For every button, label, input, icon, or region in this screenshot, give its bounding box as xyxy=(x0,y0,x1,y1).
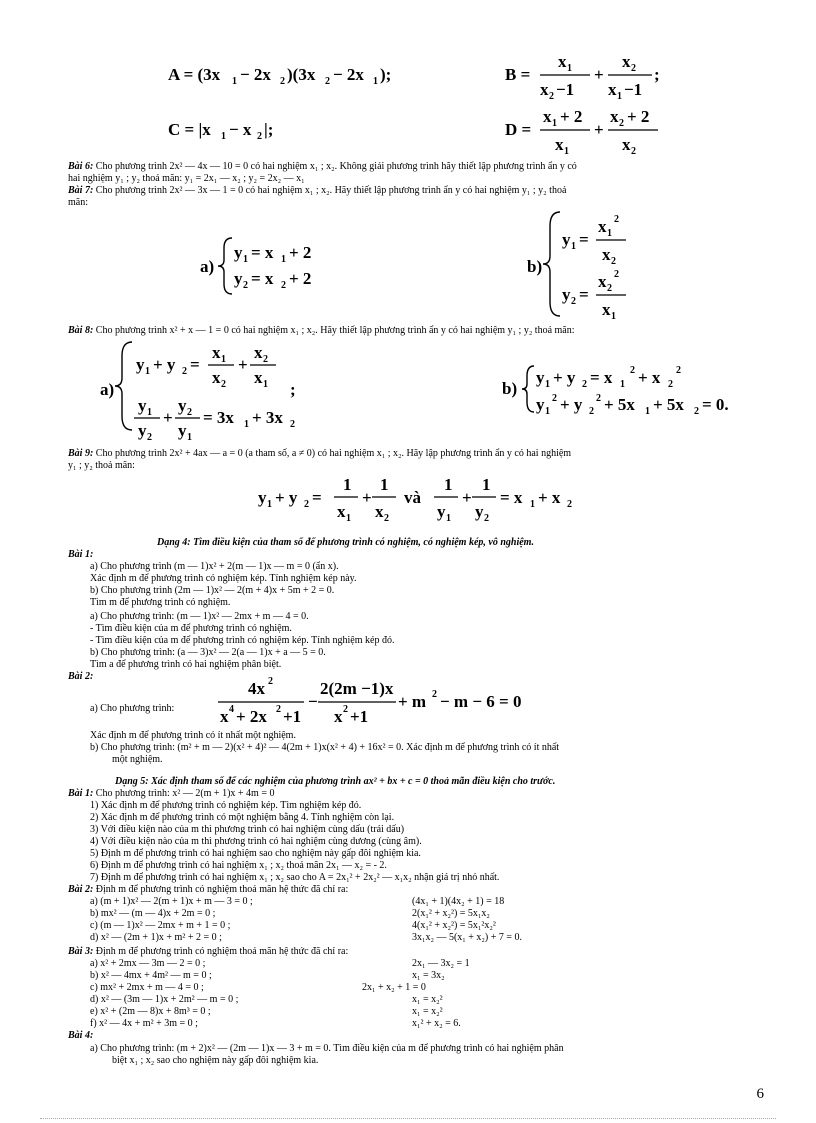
dang5-bai1-line xyxy=(68,788,274,799)
svg-text:2: 2 xyxy=(676,365,681,376)
svg-text:+1: +1 xyxy=(283,707,302,726)
svg-text:+ 2x: + 2x xyxy=(236,707,267,726)
svg-text:2: 2 xyxy=(276,704,281,715)
svg-text:x: x xyxy=(540,80,549,99)
dang5-bai3-line xyxy=(68,946,348,957)
dang4-line: b) Cho phương trình: (a — 3)x² — 2(a — 1)x + a — 5 = 0. xyxy=(90,647,326,658)
dang5-bai3-eq: f) x² — 4x + m² + 3m = 0 ; xyxy=(90,1018,198,1029)
svg-text:1: 1 xyxy=(244,419,249,430)
dang5-bai2-eq: d) x² — (2m + 1)x + m² + 2 = 0 ; xyxy=(90,932,222,943)
dang4-bai1-label: Bài 1: xyxy=(68,549,94,560)
dang4-bai2-line: b) Cho phương trình: (m² + m — 2)(x² + 4)² — 4(2m + 1)x(x² + 4) + 16x² = 0. Xác định m để phương trình có ít nhất xyxy=(90,742,560,753)
dang5-bai4-line: a) Cho phương trình: (m + 2)x² — (2m — 1)x — 3 + m = 0. Tìm điều kiện của m để phương trình có hai nghiệm phân xyxy=(90,1043,564,1054)
svg-text:1: 1 xyxy=(617,91,622,102)
svg-text:4: 4 xyxy=(229,704,234,715)
svg-text:1: 1 xyxy=(147,407,152,418)
svg-text:+ 5x: + 5x xyxy=(604,395,635,414)
bai6-text2: hai nghiệm y₁ ; y₂ thoả mãn: y₁ = 2x₁ — x₂ ; y₂ = 2x₂ — x₁ xyxy=(68,173,305,184)
svg-text:2: 2 xyxy=(221,379,226,390)
svg-text:1: 1 xyxy=(530,499,535,510)
svg-text:2: 2 xyxy=(631,63,636,74)
formula-d xyxy=(505,107,658,157)
svg-text:− x: − x xyxy=(229,120,252,139)
svg-text:2: 2 xyxy=(549,91,554,102)
svg-text:− 2x: − 2x xyxy=(240,65,271,84)
svg-text:+ 2: + 2 xyxy=(289,243,312,262)
svg-text:= x: = x xyxy=(500,488,523,507)
svg-text:2: 2 xyxy=(631,146,636,157)
svg-text:y: y xyxy=(178,396,187,415)
dang5-heading: Dạng 5: Xác định tham số để các nghiệm của phương trình ax² + bx + c = 0 thoả mãn điều kiện cho trước. xyxy=(115,776,556,787)
dang4-line: Xác định m để phương trình có nghiệm kép. Tính nghiệm kép này. xyxy=(90,573,357,584)
footer-divider xyxy=(40,1118,776,1119)
dang5-bai3-cond: x₁ = 3x₂ xyxy=(412,970,445,981)
svg-text:+ m: + m xyxy=(398,692,427,711)
formula-a xyxy=(168,65,391,87)
dang5-bai1-item: 6) Định m để phương trình có hai nghiệm x₁ ; x₂ thoả mãn 2x₁ — x₂ = - 2. xyxy=(90,860,387,871)
svg-text:+ y: + y xyxy=(153,355,176,374)
svg-text:1: 1 xyxy=(620,379,625,390)
svg-text:1: 1 xyxy=(343,475,352,494)
svg-text:+: + xyxy=(362,488,372,507)
svg-text:x: x xyxy=(608,80,617,99)
svg-text:+ y: + y xyxy=(275,488,298,507)
dang5-bai1-intro: Cho phương trình: x² — 2(m + 1)x + 4m = 0 xyxy=(95,788,275,799)
dang5-bai2-cond: (4x₁ + 1)(4x₂ + 1) = 18 xyxy=(412,896,505,907)
dang5-bai1-item: 4) Với điều kiện nào của m thì phương trình có hai nghiệm cùng dương (cùng âm). xyxy=(90,836,422,847)
svg-text:2: 2 xyxy=(263,354,268,365)
svg-text:+ 2: + 2 xyxy=(289,269,312,288)
svg-text:+: + xyxy=(238,355,248,374)
svg-text:1: 1 xyxy=(281,254,286,265)
svg-text:1: 1 xyxy=(607,228,612,239)
dang4-line: a) Cho phương trình (m — 1)x² + 2(m — 1)x — m = 0 (ẩn x). xyxy=(90,561,339,572)
svg-text:2: 2 xyxy=(281,280,286,291)
svg-text:2: 2 xyxy=(589,406,594,417)
svg-text:x: x xyxy=(212,368,221,387)
svg-text:−1: −1 xyxy=(624,80,643,99)
svg-text:2: 2 xyxy=(187,407,192,418)
svg-text:+: + xyxy=(462,488,472,507)
svg-text:1: 1 xyxy=(267,499,272,510)
svg-text:2: 2 xyxy=(268,676,273,687)
formula-b xyxy=(505,52,660,102)
svg-text:+ y: + y xyxy=(560,395,583,414)
dang5-bai3-eq: c) mx² + 2mx + m — 4 = 0 ; xyxy=(90,982,204,993)
svg-text:B =: B = xyxy=(505,65,531,84)
dang5-bai2-cond: 3x₁x₂ — 5(x₁ + x₂) + 7 = 0. xyxy=(412,932,523,943)
dang5-bai2-intro: Định m để phương trình có nghiệm thoả mãn hệ thức đã chỉ ra: xyxy=(95,884,349,895)
dang4-heading: Dạng 4: Tìm điều kiện của tham số để phương trình có nghiệm, có nghiệm kép, vô nghiệm. xyxy=(157,537,534,548)
bai7-line1 xyxy=(68,185,566,196)
svg-text:− m − 6 = 0: − m − 6 = 0 xyxy=(440,692,522,711)
dang5-bai2-line xyxy=(68,884,348,895)
svg-text:+: + xyxy=(163,408,173,427)
svg-text:x: x xyxy=(602,245,611,264)
svg-text:2: 2 xyxy=(280,76,285,87)
bai7-text1: Cho phương trình 2x² — 3x — 1 = 0 có hai nghiệm x₁ ; x₂. Hãy thiết lập phương trình ẩn y có hai nghiệm y₁ ; y₂ thoả xyxy=(95,185,567,196)
svg-text:2: 2 xyxy=(582,379,587,390)
dang5-bai2-cond: 2(x₁² + x₂²) = 5x₁x₂ xyxy=(412,908,490,919)
svg-text:=: = xyxy=(579,230,589,249)
svg-text:+: + xyxy=(594,120,604,139)
svg-text:1: 1 xyxy=(545,379,550,390)
svg-text:2: 2 xyxy=(304,499,309,510)
dang4-bai2-formula xyxy=(218,676,521,726)
svg-text:− 2x: − 2x xyxy=(333,65,364,84)
dang5-bai3-cond: 2x₁ + x₂ + 1 = 0 xyxy=(362,982,426,993)
svg-text:1: 1 xyxy=(567,63,572,74)
svg-text:2: 2 xyxy=(147,432,152,443)
dang5-bai3-eq: a) x² + 2mx — 3m — 2 = 0 ; xyxy=(90,958,206,969)
bai9-formula xyxy=(258,475,572,524)
svg-text:y: y xyxy=(234,269,243,288)
svg-text:1: 1 xyxy=(346,513,351,524)
bai8-system-a xyxy=(100,342,296,443)
svg-text:1: 1 xyxy=(446,513,451,524)
svg-text:;: ; xyxy=(654,65,660,84)
dang5-bai3-cond: 2x₁ — 3x₂ = 1 xyxy=(412,958,470,969)
dang4-bai2-line: Xác định m để phương trình có ít nhất một nghiệm. xyxy=(90,730,296,741)
dang5-bai2-label: Bài 2: xyxy=(68,884,94,895)
svg-text:x: x xyxy=(337,502,346,521)
dang4-line: a) Cho phương trình: (m — 1)x² — 2mx + m — 4 = 0. xyxy=(90,611,309,622)
svg-text:b): b) xyxy=(527,257,543,276)
svg-text:1: 1 xyxy=(645,406,650,417)
svg-text:2: 2 xyxy=(552,393,557,404)
svg-text:1: 1 xyxy=(232,76,237,87)
svg-text:2: 2 xyxy=(384,513,389,524)
svg-text:x: x xyxy=(543,107,552,126)
svg-text:+1: +1 xyxy=(350,707,369,726)
svg-text:2: 2 xyxy=(571,296,576,307)
svg-text:x: x xyxy=(375,502,384,521)
bai6-text1: Cho phương trình 2x² — 4x — 10 = 0 có hai nghiệm x₁ ; x₂. Không giải phương trình hãy thiết lập phương trình ẩn y có xyxy=(95,161,577,172)
svg-text:x: x xyxy=(558,52,567,71)
svg-text:C = |x: C = |x xyxy=(168,120,211,139)
bai8-system-b xyxy=(502,365,729,417)
svg-text:2: 2 xyxy=(290,419,295,430)
svg-text:D =: D = xyxy=(505,120,532,139)
svg-text:x: x xyxy=(555,135,564,154)
dang4-line: - Tìm điều kiện của m để phương trình có nghiệm. xyxy=(90,623,292,634)
svg-text:+: + xyxy=(594,65,604,84)
dang5-bai3-cond: x₁² + x₂ = 6. xyxy=(412,1018,461,1029)
svg-text:2: 2 xyxy=(607,283,612,294)
svg-text:x: x xyxy=(254,368,263,387)
svg-text:2: 2 xyxy=(257,131,262,142)
dang5-bai4-line: biệt x₁ ; x₂ sao cho nghiệm này gấp đôi nghiệm kia. xyxy=(112,1055,319,1066)
bai7-system-b xyxy=(527,212,626,322)
svg-text:x: x xyxy=(598,272,607,291)
svg-text:a): a) xyxy=(100,380,115,399)
svg-text:x: x xyxy=(334,707,343,726)
svg-text:|;: |; xyxy=(264,120,274,139)
dang5-bai1-item: 2) Xác định m để phương trình có một nghiệm bằng 4. Tính nghiệm còn lại. xyxy=(90,812,395,823)
svg-text:y: y xyxy=(138,396,147,415)
dang4-bai2-label: Bài 2: xyxy=(68,671,94,682)
svg-text:+ x: + x xyxy=(538,488,561,507)
dang5-bai2-eq: c) (m — 1)x² — 2mx + m + 1 = 0 ; xyxy=(90,920,231,931)
svg-text:1: 1 xyxy=(243,254,248,265)
svg-text:x: x xyxy=(254,343,263,362)
svg-text:1: 1 xyxy=(373,76,378,87)
page-number: 6 xyxy=(756,1086,764,1102)
dang5-bai3-eq: b) x² — 4mx + 4m² — m = 0 ; xyxy=(90,970,212,981)
svg-text:;: ; xyxy=(290,380,296,399)
svg-text:1: 1 xyxy=(564,146,569,157)
svg-text:y: y xyxy=(562,230,571,249)
svg-text:+ 5x: + 5x xyxy=(653,395,684,414)
svg-text:1: 1 xyxy=(545,406,550,417)
bai7-label: Bài 7: xyxy=(68,185,94,196)
svg-text:1: 1 xyxy=(221,131,226,142)
svg-text:= 0.: = 0. xyxy=(702,395,729,414)
svg-text:2: 2 xyxy=(325,76,330,87)
svg-text:2: 2 xyxy=(596,393,601,404)
bai9-line1 xyxy=(68,448,571,459)
dang4-line: - Tìm điều kiện của m để phương trình có nghiệm kép. Tính nghiệm kép đó. xyxy=(90,635,395,646)
dang5-bai1-item: 7) Định m để phương trình có hai nghiệm x₁ ; x₂ sao cho A = 2x₁² + 2x₂² — x₁x₂ nhận giá trị nhỏ nhất. xyxy=(90,872,500,883)
svg-text:1: 1 xyxy=(571,241,576,252)
svg-text:)(3x: )(3x xyxy=(287,65,316,84)
svg-text:=: = xyxy=(190,355,200,374)
svg-text:1: 1 xyxy=(187,432,192,443)
svg-text:2: 2 xyxy=(432,689,437,700)
svg-text:=: = xyxy=(312,488,322,507)
svg-text:2: 2 xyxy=(619,118,624,129)
svg-text:= x: = x xyxy=(251,269,274,288)
svg-text:y: y xyxy=(475,502,484,521)
svg-text:y: y xyxy=(536,395,545,414)
svg-text:+ y: + y xyxy=(553,368,576,387)
dang5-bai3-intro: Định m để phương trình có nghiệm thoả mãn hệ thức đã chỉ ra: xyxy=(95,946,349,957)
dang5-bai1-item: 1) Xác định m để phương trình có nghiệm kép. Tìm nghiệm kép đó. xyxy=(90,800,362,811)
svg-text:b): b) xyxy=(502,379,518,398)
dang5-bai4-label: Bài 4: xyxy=(68,1030,94,1041)
svg-text:x: x xyxy=(622,135,631,154)
svg-text:2: 2 xyxy=(243,280,248,291)
bai8-line1 xyxy=(68,325,575,336)
bai9-label: Bài 9: xyxy=(68,448,94,459)
svg-text:= x: = x xyxy=(251,243,274,262)
svg-text:y: y xyxy=(562,285,571,304)
svg-text:= 3x: = 3x xyxy=(203,408,234,427)
bai9-text2: y₁ ; y₂ thoả mãn: xyxy=(68,460,135,471)
dang5-bai3-eq: d) x² — (3m — 1)x + 2m² — m = 0 ; xyxy=(90,994,239,1005)
svg-text:+ x: + x xyxy=(638,368,661,387)
svg-text:+ 3x: + 3x xyxy=(252,408,283,427)
bai9-text1: Cho phương trình 2x² + 4ax — a = 0 (a tham số, a ≠ 0) có hai nghiệm x₁ ; x₂. Hãy lập phương trình ẩn y có hai nghiệm xyxy=(95,448,572,459)
dang5-bai3-cond: x₁ = x₂² xyxy=(412,1006,443,1017)
svg-text:A = (3x: A = (3x xyxy=(168,65,221,84)
svg-text:1: 1 xyxy=(444,475,453,494)
svg-text:x: x xyxy=(598,217,607,236)
svg-text:2: 2 xyxy=(614,269,619,280)
svg-text:2: 2 xyxy=(484,513,489,524)
svg-text:2: 2 xyxy=(694,406,699,417)
bai8-label: Bài 8: xyxy=(68,325,94,336)
bai8-text1: Cho phương trình x² + x — 1 = 0 có hai nghiệm x₁ ; x₂. Hãy thiết lập phương trình ẩn y có hai nghiệm y₁ ; y₂ thoả mãn: xyxy=(95,325,575,336)
svg-text:y: y xyxy=(138,421,147,440)
svg-text:−1: −1 xyxy=(556,80,575,99)
dang4-line: Tìm m để phương trình có nghiệm. xyxy=(90,597,231,608)
svg-text:1: 1 xyxy=(221,354,226,365)
svg-text:1: 1 xyxy=(380,475,389,494)
svg-text:2: 2 xyxy=(614,214,619,225)
svg-text:2: 2 xyxy=(668,379,673,390)
svg-text:1: 1 xyxy=(263,379,268,390)
svg-text:= x: = x xyxy=(590,368,613,387)
svg-text:x: x xyxy=(622,52,631,71)
svg-text:x: x xyxy=(220,707,229,726)
svg-text:=: = xyxy=(579,285,589,304)
bai7-text2: mãn: xyxy=(68,197,88,208)
svg-text:y: y xyxy=(258,488,267,507)
svg-text:2: 2 xyxy=(343,704,348,715)
dang5-bai2-eq: a) (m + 1)x² — 2(m + 1)x + m — 3 = 0 ; xyxy=(90,896,253,907)
dang5-bai2-eq: b) mx² — (m — 4)x + 2m = 0 ; xyxy=(90,908,216,919)
dang4-line: b) Cho phương trình (2m — 1)x² — 2(m + 4)x + 5m + 2 = 0. xyxy=(90,585,335,596)
svg-text:x: x xyxy=(602,300,611,319)
formula-c xyxy=(168,120,273,142)
svg-text:y: y xyxy=(136,355,145,374)
dang5-bai3-eq: e) x² + (2m — 8)x + 8m³ = 0 ; xyxy=(90,1006,211,1017)
dang4-bai2-line: một nghiệm. xyxy=(112,754,163,765)
bai6-label: Bài 6: xyxy=(68,161,94,172)
svg-text:2: 2 xyxy=(567,499,572,510)
svg-text:y: y xyxy=(234,243,243,262)
svg-text:−: − xyxy=(308,692,318,711)
dang5-bai3-label: Bài 3: xyxy=(68,946,94,957)
dang5-bai1-item: 5) Định m để phương trình có hai nghiệm sao cho nghiệm này gấp đôi nghiệm kia. xyxy=(90,848,421,859)
svg-text:+ 2: + 2 xyxy=(627,107,650,126)
svg-text:);: ); xyxy=(380,65,392,84)
svg-text:1: 1 xyxy=(482,475,491,494)
dang5-bai1-label: Bài 1: xyxy=(68,788,94,799)
svg-text:2: 2 xyxy=(630,365,635,376)
dang5-bai1-item: 3) Với điều kiện nào của m thì phương trình có hai nghiệm cùng dấu (trái dấu) xyxy=(90,824,405,835)
svg-text:và: và xyxy=(404,488,421,507)
bai7-system-a xyxy=(200,238,311,294)
svg-text:y: y xyxy=(536,368,545,387)
svg-text:2: 2 xyxy=(182,366,187,377)
svg-text:1: 1 xyxy=(611,311,616,322)
svg-text:y: y xyxy=(437,502,446,521)
svg-text:2: 2 xyxy=(611,256,616,267)
bai6-line1 xyxy=(68,161,577,172)
dang5-bai3-cond: x₁ = x₂² xyxy=(412,994,443,1005)
svg-text:4x: 4x xyxy=(248,679,265,698)
svg-text:+ 2: + 2 xyxy=(560,107,583,126)
dang4-line: Tìm a để phương trình có hai nghiệm phân biệt. xyxy=(90,659,282,670)
svg-text:2(2m −1)x: 2(2m −1)x xyxy=(320,679,394,698)
svg-text:1: 1 xyxy=(552,118,557,129)
svg-text:a): a) xyxy=(200,257,215,276)
svg-text:y: y xyxy=(178,421,187,440)
svg-text:x: x xyxy=(610,107,619,126)
svg-text:1: 1 xyxy=(145,366,150,377)
svg-text:x: x xyxy=(212,343,221,362)
dang5-bai2-cond: 4(x₁² + x₂²) = 5x₁²x₂² xyxy=(412,920,496,931)
dang4-bai2-a: a) Cho phương trình: xyxy=(90,703,175,714)
